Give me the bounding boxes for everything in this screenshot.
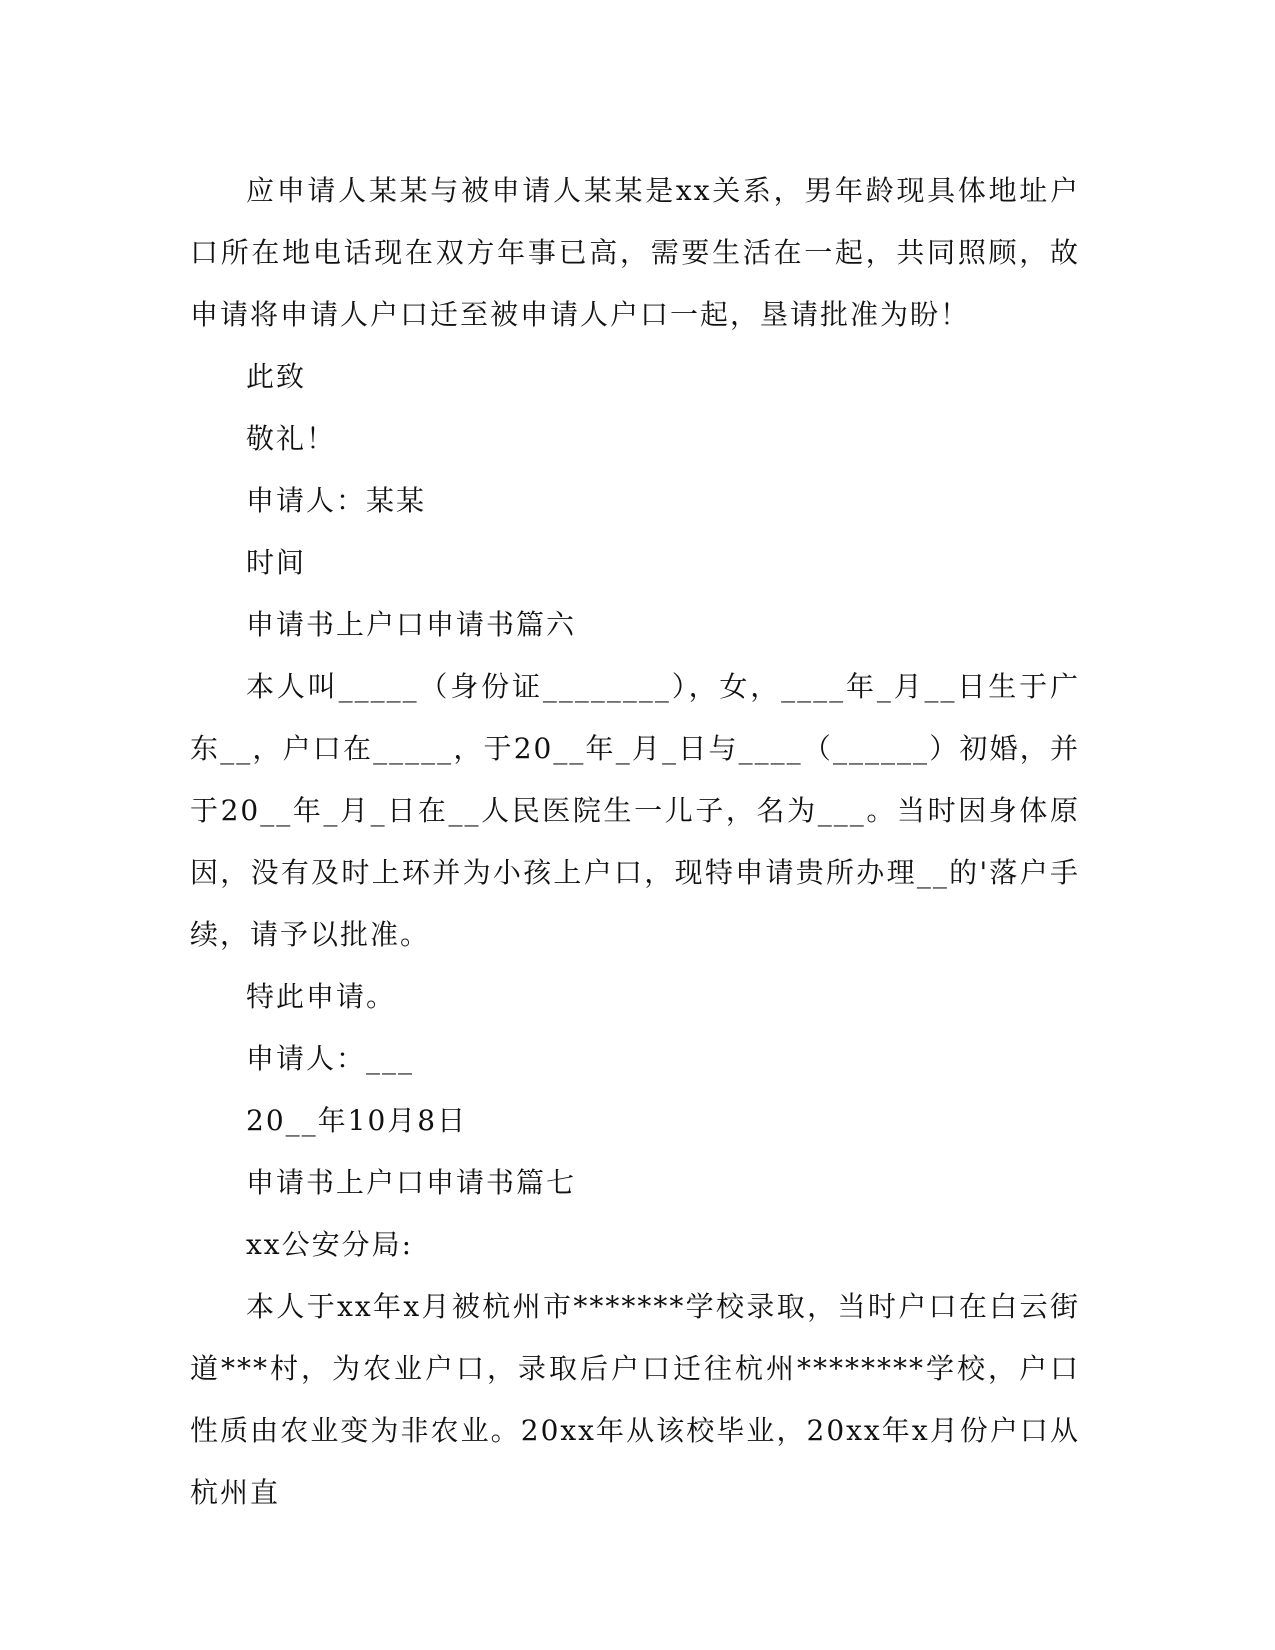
paragraph-application-reason: 应申请人某某与被申请人某某是xx关系，男年龄现具体地址户口所在地电话现在双方年事已高，需要生活在一起，共同照顾，故申请将申请人户口迁至被申请人户口一起，垦请批准为盼！: [190, 174, 1080, 331]
paragraph-time: 时间: [246, 546, 307, 579]
paragraph-salutation: 此致: [246, 360, 307, 393]
paragraph-date: 20__年10月8日: [246, 1104, 468, 1137]
paragraph-hereby-apply: 特此申请。: [246, 980, 397, 1013]
paragraph-applicant: 申请人：某某: [246, 484, 427, 517]
paragraph-addressee: xx公安分局:: [246, 1228, 414, 1261]
section-heading-six: 申请书上户口申请书篇六: [246, 608, 577, 641]
document-body: [190, 160, 1080, 1524]
paragraph-regards: 敬礼！: [246, 422, 337, 455]
section-heading-seven: 申请书上户口申请书篇七: [246, 1166, 577, 1199]
paragraph-school-transfer: 本人于xx年x月被杭州市*******学校录取，当时户口在白云街道***村，为农业户口，录取后户口迁往杭州********学校，户口性质由农业变为非农业。20xx年从该校毕业，20xx年x月份户口从杭州直: [190, 1290, 1080, 1509]
paragraph-birth-registration: 本人叫_____（身份证________），女，____年_月__日生于广东__，户口在_____，于20__年_月_日与____（______）初婚，并于20__年_月_日在__人民医院生一儿子，名为___。当时因身体原因，没有及时上环并为小孩上户口，现特申请贵所办理__的'落户手续，请予以批准。: [190, 670, 1080, 951]
paragraph-applicant-blank: 申请人：___: [246, 1042, 415, 1075]
